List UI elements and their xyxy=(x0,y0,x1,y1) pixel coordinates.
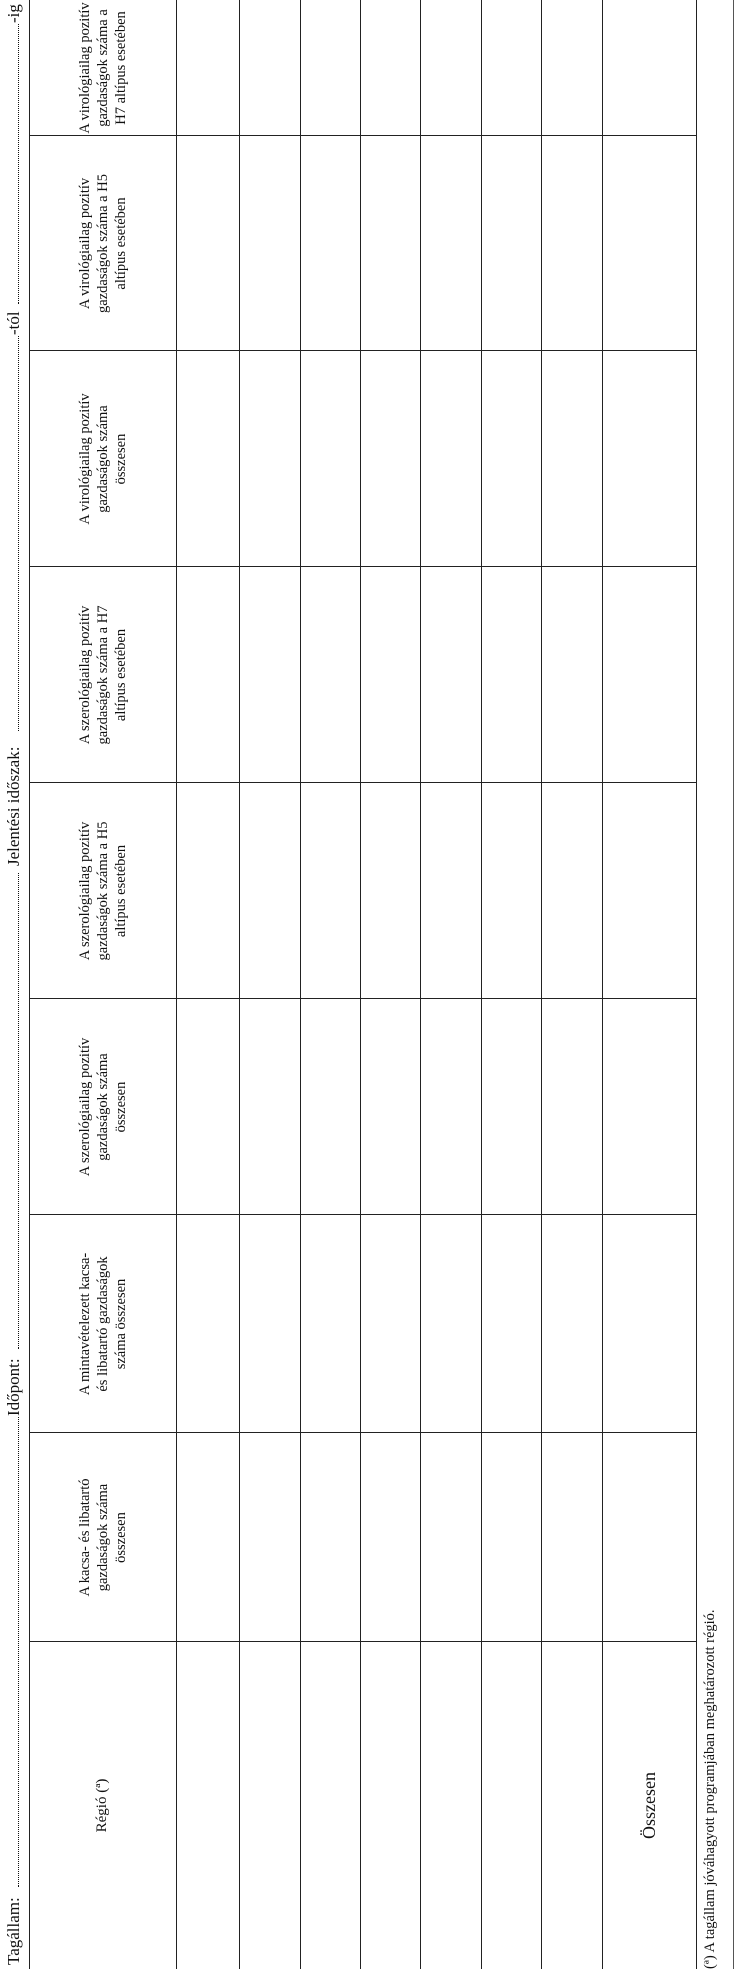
period-label: Jelentési időszak: xyxy=(4,746,23,866)
column-header-sampled-farms-total xyxy=(29,1215,176,1433)
row-divider xyxy=(360,0,361,1969)
region-column-header xyxy=(29,1642,176,1969)
column-header-virologically-positive-total xyxy=(29,351,176,567)
member-state-field[interactable] xyxy=(18,1417,19,1887)
column-header-label: A virológiailag pozitív gazdaságok száma a H7 altípus esetében xyxy=(76,2,129,134)
footnote-text: A tagállam jóváhagyott programjában meghatározott régió. xyxy=(702,1609,718,1953)
footnote xyxy=(702,1609,719,1969)
column-header-label: A virológiailag pozitív gazdaságok száma a H5 altípus esetében xyxy=(76,174,129,313)
column-header-serologically-positive-h7 xyxy=(29,567,176,783)
form-header xyxy=(0,0,30,1969)
period-from-suffix: -tól xyxy=(4,311,23,335)
report-table xyxy=(29,0,696,1969)
header-bottom-border xyxy=(176,0,177,1969)
row-divider xyxy=(541,0,542,1969)
column-header-serologically-positive-h5 xyxy=(29,783,176,999)
footnote-marker: (ª) xyxy=(702,1955,718,1969)
footnote-rule xyxy=(733,0,734,1969)
date-field[interactable] xyxy=(18,873,19,1349)
row-divider xyxy=(239,0,240,1969)
column-header-virologically-positive-h5 xyxy=(29,136,176,351)
column-header-virologically-positive-h7 xyxy=(29,0,176,136)
date-label: Időpont: xyxy=(4,1358,23,1416)
period-to-suffix: -ig xyxy=(4,4,23,23)
column-header-label: A szerológiailag pozitív gazdaságok száma a H7 altípus esetében xyxy=(76,605,129,745)
period-to-field[interactable] xyxy=(18,24,19,304)
column-header-serologically-positive-total xyxy=(29,999,176,1215)
period-from-field[interactable] xyxy=(18,336,19,731)
total-row-label: Összesen xyxy=(638,1772,659,1839)
row-divider xyxy=(300,0,301,1969)
member-state-label: Tagállam: xyxy=(4,1897,23,1965)
table-bottom-border xyxy=(696,0,697,1969)
region-header-label: Régió (ª) xyxy=(94,1778,110,1833)
row-divider xyxy=(420,0,421,1969)
column-header-label: A kacsa- és libatartó gazdaságok száma összesen xyxy=(76,1478,129,1597)
column-header-label: A szerológiailag pozitív gazdaságok száma a H5 altípus esetében xyxy=(76,821,129,961)
column-header-label: A mintavételezett kacsa- és libatartó gazdaságok száma összesen xyxy=(76,1252,129,1396)
column-header-label: A szerológiailag pozitív gazdaságok száma összesen xyxy=(76,1037,129,1177)
row-divider xyxy=(481,0,482,1969)
column-header-label: A virológiailag pozitív gazdaságok száma összesen xyxy=(76,393,129,525)
column-header-duck-goose-farms-total xyxy=(29,1433,176,1642)
